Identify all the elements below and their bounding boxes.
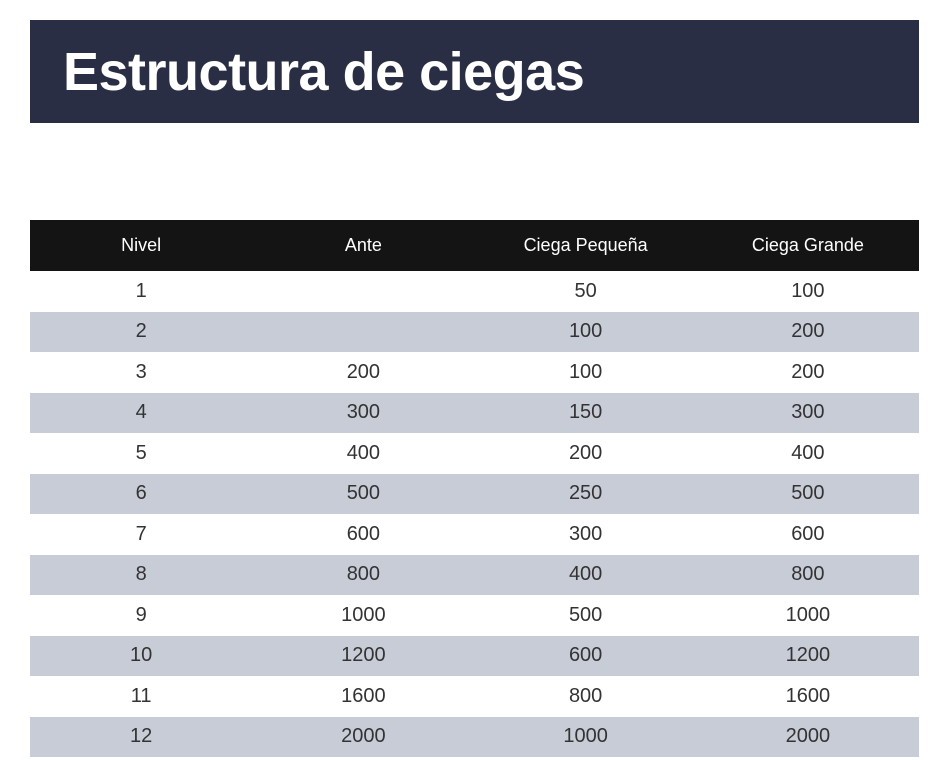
- table-row: [30, 433, 919, 474]
- table-row: [30, 393, 919, 434]
- cell-ante: 200: [252, 352, 474, 393]
- table-header-row: [30, 220, 919, 271]
- cell-ante: 1600: [252, 676, 474, 717]
- cell-big-blind: 300: [697, 393, 919, 434]
- cell-ante: 300: [252, 393, 474, 434]
- blinds-structure-table: [30, 220, 919, 757]
- table-row: [30, 555, 919, 596]
- column-header-ante: Ante: [252, 220, 474, 271]
- cell-big-blind: 2000: [697, 717, 919, 758]
- cell-small-blind: 250: [475, 474, 697, 515]
- cell-small-blind: 300: [475, 514, 697, 555]
- cell-small-blind: 100: [475, 352, 697, 393]
- cell-small-blind: 50: [475, 271, 697, 312]
- page-title: Estructura de ciegas: [63, 42, 585, 102]
- cell-big-blind: 600: [697, 514, 919, 555]
- table-row: [30, 514, 919, 555]
- cell-level: 10: [30, 636, 252, 677]
- title-banner: [30, 20, 919, 123]
- cell-level: 9: [30, 595, 252, 636]
- cell-big-blind: 200: [697, 352, 919, 393]
- cell-small-blind: 150: [475, 393, 697, 434]
- table-row: [30, 636, 919, 677]
- cell-small-blind: 1000: [475, 717, 697, 758]
- column-header-big-blind: Ciega Grande: [697, 220, 919, 271]
- cell-big-blind: 100: [697, 271, 919, 312]
- cell-big-blind: 1000: [697, 595, 919, 636]
- cell-small-blind: 800: [475, 676, 697, 717]
- table-row: [30, 717, 919, 758]
- table-row: [30, 474, 919, 515]
- cell-big-blind: 1600: [697, 676, 919, 717]
- cell-big-blind: 1200: [697, 636, 919, 677]
- cell-level: 8: [30, 555, 252, 596]
- cell-big-blind: 400: [697, 433, 919, 474]
- cell-ante: 500: [252, 474, 474, 515]
- cell-ante: 600: [252, 514, 474, 555]
- table-row: [30, 595, 919, 636]
- cell-level: 4: [30, 393, 252, 434]
- cell-ante: 1000: [252, 595, 474, 636]
- table-row: [30, 676, 919, 717]
- cell-ante: 2000: [252, 717, 474, 758]
- cell-level: 1: [30, 271, 252, 312]
- cell-ante: [252, 312, 474, 353]
- cell-level: 2: [30, 312, 252, 353]
- cell-level: 5: [30, 433, 252, 474]
- cell-ante: 400: [252, 433, 474, 474]
- cell-big-blind: 200: [697, 312, 919, 353]
- cell-small-blind: 600: [475, 636, 697, 677]
- table-row: [30, 352, 919, 393]
- cell-ante: [252, 271, 474, 312]
- cell-small-blind: 400: [475, 555, 697, 596]
- column-header-small-blind: Ciega Pequeña: [475, 220, 697, 271]
- cell-level: 6: [30, 474, 252, 515]
- table-row: [30, 271, 919, 312]
- cell-level: 7: [30, 514, 252, 555]
- cell-small-blind: 100: [475, 312, 697, 353]
- cell-small-blind: 500: [475, 595, 697, 636]
- cell-big-blind: 800: [697, 555, 919, 596]
- cell-level: 3: [30, 352, 252, 393]
- cell-ante: 1200: [252, 636, 474, 677]
- cell-level: 11: [30, 676, 252, 717]
- cell-ante: 800: [252, 555, 474, 596]
- column-header-level: Nivel: [30, 220, 252, 271]
- cell-big-blind: 500: [697, 474, 919, 515]
- table-row: [30, 312, 919, 353]
- cell-level: 12: [30, 717, 252, 758]
- cell-small-blind: 200: [475, 433, 697, 474]
